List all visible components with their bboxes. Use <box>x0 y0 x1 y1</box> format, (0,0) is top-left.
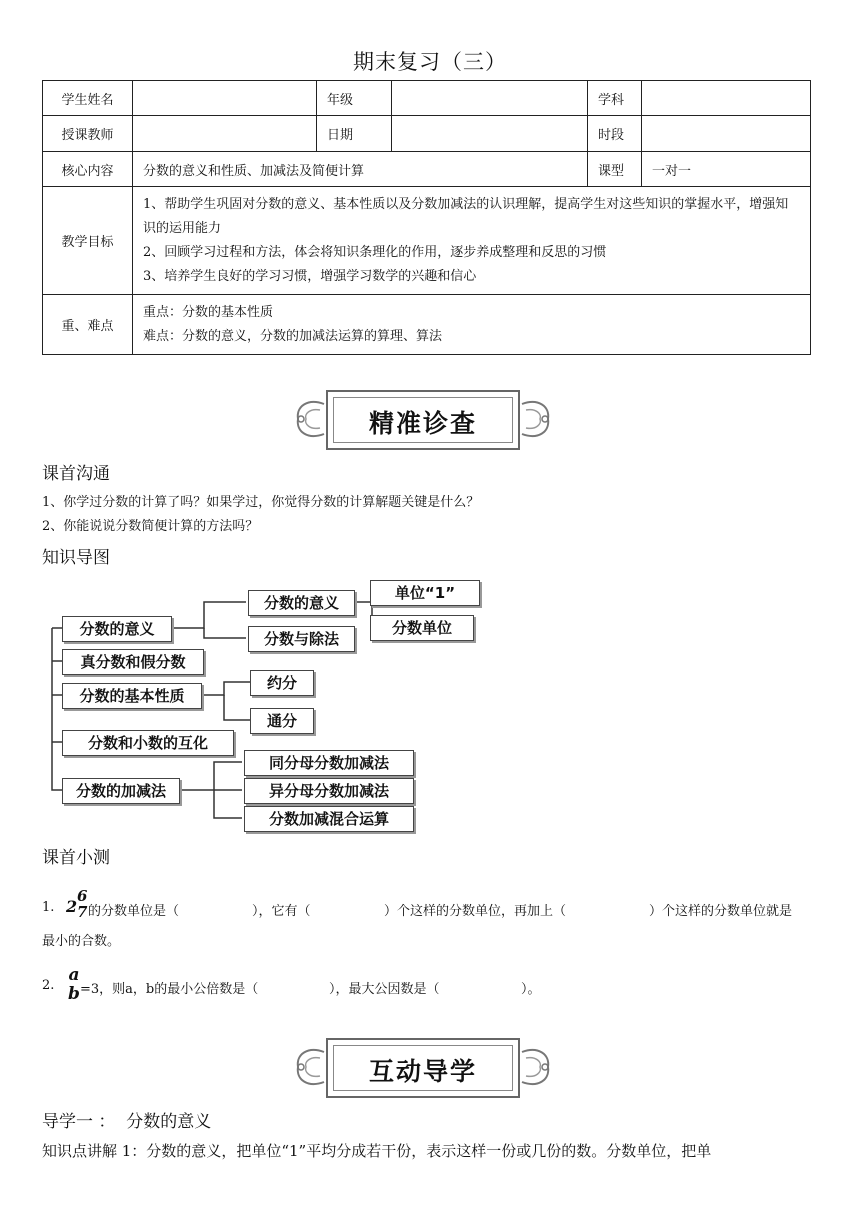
section-banner <box>288 1032 558 1104</box>
question-text: =3，则a，b的最小公倍数是（ <box>80 982 259 997</box>
mindmap-node: 异分母分数加减法 <box>244 778 414 804</box>
fraction: 6 7 <box>77 887 88 921</box>
section-heading: 导学一 ： 分数的意义 <box>42 1112 212 1132</box>
difficult-point: 难点：分数的意义，分数的加减法运算的算理、算法 <box>143 328 443 344</box>
question-text: ），它有（ <box>252 904 311 919</box>
mindmap-node: 分数和小数的互化 <box>62 730 234 756</box>
date-value[interactable] <box>392 116 588 152</box>
period-value[interactable] <box>642 116 811 152</box>
question-text: 2、你能说说分数简便计算的方法吗？ <box>42 519 259 534</box>
question-text: 1、你学过分数的计算了吗？如果学过，你觉得分数的计算解题关键是什么？ <box>42 495 480 510</box>
question-number: 1. <box>42 900 55 915</box>
student-name-label: 学生姓名 <box>43 81 133 116</box>
mindmap-node: 分数加减混合运算 <box>244 806 414 832</box>
question-text: 的分数单位是（ <box>88 904 180 919</box>
section-banner <box>288 384 558 456</box>
page-title: 期末复习（三） <box>353 50 507 74</box>
mindmap-node: 分数的基本性质 <box>62 683 202 709</box>
question-text: ），最大公因数是（ <box>329 982 440 997</box>
mindmap-node: 同分母分数加减法 <box>244 750 414 776</box>
mindmap-node: 分数的意义 <box>62 616 172 642</box>
banner-title: 精准诊查 <box>368 409 477 438</box>
mixed-number-whole: 2 <box>66 897 78 916</box>
lesson-text: 知识点讲解 1：分数的意义，把单位“1”平均分成若干份，表示这样一份或几份的数。分数单位，把单 <box>42 1142 712 1160</box>
grade-value[interactable] <box>392 81 588 116</box>
question-text: ）。 <box>521 982 541 997</box>
section-heading: 知识导图 <box>42 548 110 568</box>
mindmap-node: 单位“1” <box>370 580 480 606</box>
mindmap-node: 分数的意义 <box>248 590 355 616</box>
teacher-label: 授课教师 <box>43 116 133 152</box>
subject-label: 学科 <box>588 81 642 116</box>
question-number: 2. <box>42 978 55 993</box>
mindmap-node: 分数与除法 <box>248 626 355 652</box>
quiz-question-2 <box>42 966 642 1006</box>
mindmap-node: 通分 <box>250 708 314 734</box>
goals-cell <box>133 187 811 295</box>
key-label: 重、难点 <box>43 295 133 355</box>
mindmap-node: 约分 <box>250 670 314 696</box>
student-name-value[interactable] <box>133 81 317 116</box>
goal-item: 1、帮助学生巩固对分数的意义、基本性质以及分数加减法的认识理解，提高学生对这些知识的掌握水平，增强知识的运用能力 <box>143 196 789 236</box>
lesson-info-table <box>42 80 811 355</box>
knowledge-mindmap <box>44 578 494 830</box>
teacher-value[interactable] <box>133 116 317 152</box>
mindmap-node: 分数的加减法 <box>62 778 180 804</box>
class-type-value: 一对一 <box>642 152 811 187</box>
mindmap-node: 真分数和假分数 <box>62 649 204 675</box>
date-label: 日期 <box>317 116 392 152</box>
class-type-label: 课型 <box>588 152 642 187</box>
goal-item: 2、回顾学习过程和方法，体会将知识条理化的作用，逐步养成整理和反思的习惯 <box>143 244 607 260</box>
grade-label: 年级 <box>317 81 392 116</box>
question-text: ）个这样的分数单位，再加上（ <box>384 904 567 919</box>
core-label: 核心内容 <box>43 152 133 187</box>
question-text: 最小的合数。 <box>42 934 121 949</box>
section-heading: 课首小测 <box>42 848 110 868</box>
subject-value[interactable] <box>642 81 811 116</box>
goals-label: 教学目标 <box>43 187 133 295</box>
section-heading: 课首沟通 <box>42 464 110 484</box>
banner-title: 互动导学 <box>368 1057 477 1086</box>
mindmap-node: 分数单位 <box>370 615 474 641</box>
question-text: ）个这样的分数单位就是 <box>649 904 793 919</box>
key-cell <box>133 295 811 355</box>
fraction: a b <box>68 965 80 1004</box>
quiz-question-1 <box>42 888 822 924</box>
core-value: 分数的意义和性质、加减法及简便计算 <box>133 152 588 187</box>
goal-item: 3、培养学生良好的学习习惯，增强学习数学的兴趣和信心 <box>143 268 477 284</box>
period-label: 时段 <box>588 116 642 152</box>
key-point: 重点：分数的基本性质 <box>143 304 274 320</box>
